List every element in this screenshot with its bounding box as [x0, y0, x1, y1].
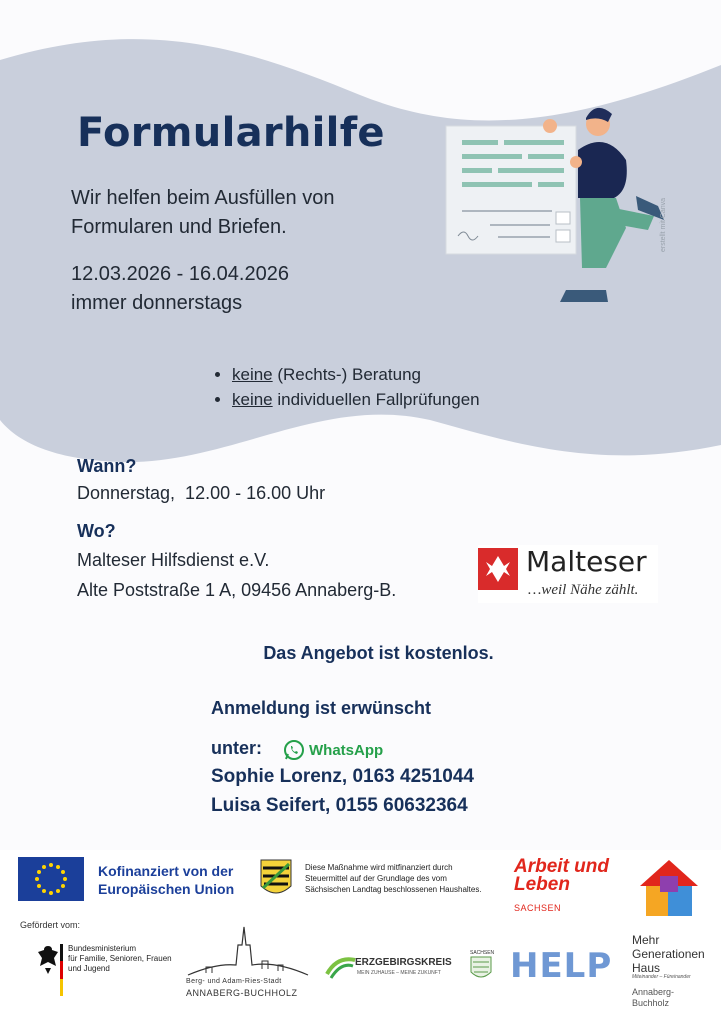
whatsapp-icon [283, 739, 305, 761]
list-item: • keine individuellen Fallprüfungen [232, 387, 480, 412]
lead-text: Wir helfen beim Ausfüllen von Formularen und Briefen. [71, 187, 335, 238]
eu-cofunded-text: Kofinanziert von der Europäischen Union [98, 863, 235, 897]
mgh-house-icon [638, 858, 700, 920]
whatsapp-label: WhatsApp [283, 739, 383, 761]
arbeit-und-leben-sub: SACHSEN [514, 903, 562, 913]
notes-list [208, 362, 480, 412]
german-flag-bar [60, 944, 63, 996]
erzgebirgskreis-slogan: MEIN ZUHAUSE – MEINE ZUKUNFT [357, 970, 441, 976]
mgh-tagline: Miteinander – Füreinander [632, 974, 691, 980]
mgh-place: Annaberg- Buchholz [632, 987, 675, 1008]
saxony-crest-icon [259, 858, 293, 900]
erzgebirgskreis-name: ERZGEBIRGSKREIS [355, 957, 452, 968]
saxony-funding-note: Diese Maßnahme wird mitfinanziert durch Steuermittel auf der Grundlage des vom Sächsischen Landtag beschlossenen Haushaltes. [305, 863, 482, 894]
contact-1: Sophie Lorenz, 0163 4251044 [211, 766, 474, 787]
town-line2: ANNABERG-BUCHHOLZ [186, 988, 298, 998]
sachsen-crest: SACHSEN [470, 950, 492, 984]
registration-text: Anmeldung ist erwünscht [211, 698, 432, 718]
where-heading: Wo? [77, 521, 116, 541]
help-logo: HELP [510, 946, 613, 986]
contact-2: Luisa Seifert, 0155 60632364 [211, 795, 468, 816]
list-item: • keine (Rechts-) Beratung [232, 362, 480, 387]
arbeit-und-leben-logo: Arbeit und Leben [514, 856, 609, 895]
federal-eagle-icon [37, 944, 59, 976]
free-notice: Das Angebot ist kostenlos. [263, 643, 494, 663]
bmfsfj-text: Bundesministerium für Familie, Senioren, Frauen und Jugend [68, 944, 172, 973]
canva-credit: erstellt mit Canva [660, 197, 667, 252]
date-range: 12.03.2026 - 16.04.2026 immer donnerstags [71, 263, 289, 314]
form-illustration [438, 100, 670, 320]
sachsen-crest-icon [470, 956, 492, 982]
eu-flag-icon [18, 857, 84, 901]
malteser-cross-icon [478, 548, 518, 590]
mgh-title: Mehr Generationen Haus [632, 933, 705, 975]
when-heading: Wann? [77, 456, 137, 476]
malteser-logo: Malteser …weil Nähe zählt. [478, 545, 658, 603]
page-title: Formularhilfe [77, 110, 385, 156]
when-value: Donnerstag, 12.00 - 16.00 Uhr [77, 483, 326, 503]
town-line1: Berg- und Adam-Ries-Stadt [186, 978, 282, 985]
under-label: unter: [211, 738, 262, 758]
funded-by-label: Gefördert vom: [20, 920, 81, 930]
where-line1: Malteser Hilfsdienst e.V. [77, 550, 270, 570]
where-line2: Alte Poststraße 1 A, 09456 Annaberg-B. [77, 580, 397, 600]
